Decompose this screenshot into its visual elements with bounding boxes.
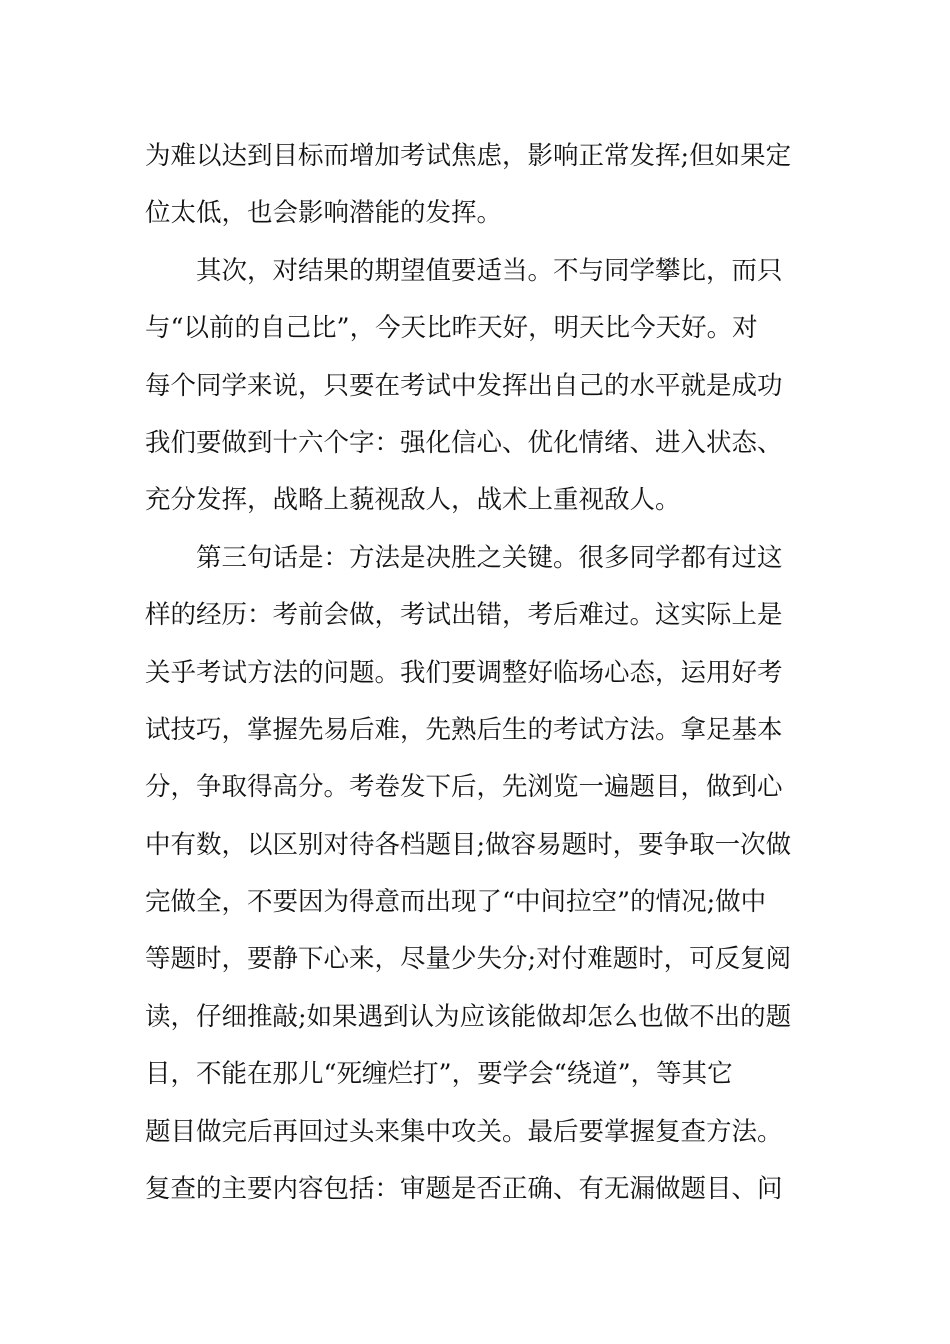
text-line-18: 题目做完后再回过头来集中攻关。最后要掌握复查方法。 xyxy=(145,1116,783,1147)
text-line-2: 位太低，也会影响潜能的发挥。 xyxy=(145,198,503,229)
text-line-7: 充分发挥，战略上藐视敌人，战术上重视敌人。 xyxy=(145,485,681,516)
text-line-10: 关乎考试方法的问题。我们要调整好临场心态，运用好考 xyxy=(145,657,783,688)
text-line-19: 复查的主要内容包括：审题是否正确、有无漏做题目、问 xyxy=(145,1174,783,1205)
text-line-17: 目，不能在那儿“死缠烂打”，要学会“绕道”，等其它 xyxy=(145,1059,733,1090)
paragraph-start-line-8: 第三句话是：方法是决胜之关键。很多同学都有过这 xyxy=(196,542,783,573)
text-line-9: 样的经历：考前会做，考试出错，考后难过。这实际上是 xyxy=(145,600,783,631)
text-line-6: 我们要做到十六个字：强化信心、优化情绪、进入状态、 xyxy=(145,427,783,458)
text-line-15: 等题时，要静下心来，尽量少失分;对付难题时，可反复阅 xyxy=(145,944,792,975)
text-line-12: 分，争取得高分。考卷发下后，先浏览一遍题目，做到心 xyxy=(145,772,783,803)
text-line-16: 读，仔细推敲;如果遇到认为应该能做却怎么也做不出的题 xyxy=(145,1001,792,1032)
text-line-4: 与“以前的自己比”，今天比昨天好，明天比今天好。对 xyxy=(145,313,758,344)
text-line-1: 为难以达到目标而增加考试焦虑，影响正常发挥;但如果定 xyxy=(145,141,792,171)
text-line-13: 中有数，以区别对待各档题目;做容易题时，要争取一次做 xyxy=(145,829,792,860)
paragraph-start-line-3: 其次，对结果的期望值要适当。不与同学攀比，而只 xyxy=(196,255,783,286)
text-line-11: 试技巧，掌握先易后难，先熟后生的考试方法。拿足基本 xyxy=(145,714,783,745)
text-line-5: 每个同学来说，只要在考试中发挥出自己的水平就是成功 xyxy=(145,370,783,401)
document-body xyxy=(145,128,810,1218)
text-line-14: 完做全，不要因为得意而出现了“中间拉空”的情况;做中 xyxy=(145,887,767,918)
